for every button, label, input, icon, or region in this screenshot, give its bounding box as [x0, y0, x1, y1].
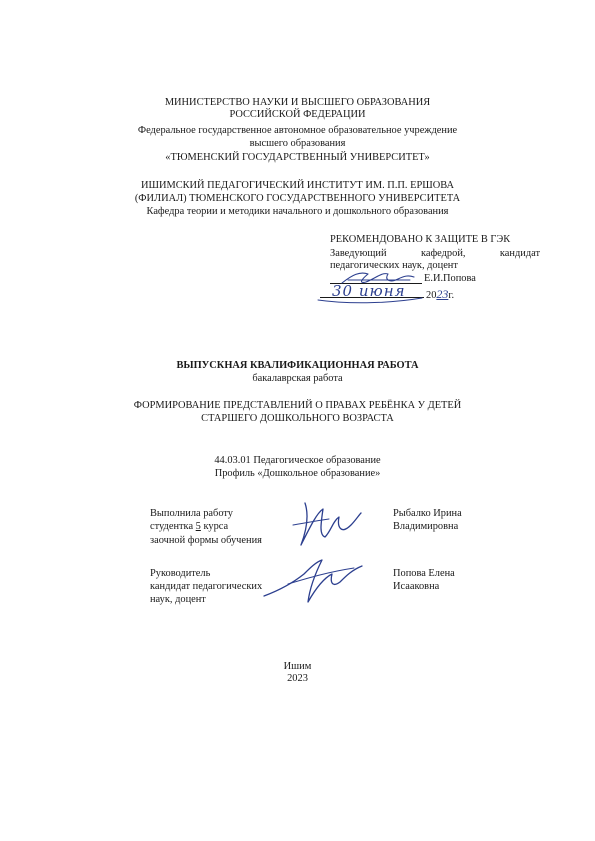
approval-role-line-1 [330, 248, 540, 260]
approval-year-suffix: г. [448, 290, 455, 301]
approval-role-word: кандидат [499, 248, 540, 259]
author-name-1: Рыбалко Ирина [393, 508, 462, 519]
ministry-line-2: РОССИЙСКОЙ ФЕДЕРАЦИИ [229, 109, 366, 120]
work-type-title: ВЫПУСКНАЯ КВАЛИФИКАЦИОННАЯ РАБОТА [176, 360, 419, 371]
approval-year [426, 288, 454, 302]
ministry-line-1: МИНИСТЕРСТВО НАУКИ И ВЫСШЕГО ОБРАЗОВАНИЯ [164, 97, 431, 108]
author-label-2 [150, 521, 228, 533]
institution-type-line-2: высшего образования [249, 138, 346, 149]
author-label-3: заочной формы обучения [150, 535, 262, 546]
author-signature [285, 495, 365, 555]
approval-head-name: Е.И.Попова [424, 273, 476, 284]
supervisor-label-2: кандидат педагогических [150, 581, 263, 592]
topic-line-2: СТАРШЕГО ДОШКОЛЬНОГО ВОЗРАСТА [201, 413, 394, 424]
approval-role-line-2: педагогических наук, доцент [330, 260, 458, 271]
branch-line-2: (ФИЛИАЛ) ТЮМЕНСКОГО ГОСУДАРСТВЕННОГО УНИВЕРСИТЕТА [134, 193, 461, 204]
topic-line-1: ФОРМИРОВАНИЕ ПРЕДСТАВЛЕНИЙ О ПРАВАХ РЕБЁНКА У ДЕТЕЙ [133, 400, 462, 411]
approval-heading: РЕКОМЕНДОВАНО К ЗАЩИТЕ В ГЭК [330, 234, 511, 245]
institution-type-line-1: Федеральное государственное автономное образовательное учреждение [137, 125, 458, 136]
author-label-1: Выполнила работу [150, 508, 233, 519]
author-name-2: Владимировна [393, 521, 459, 532]
supervisor-name-1: Попова Елена [393, 568, 455, 579]
approval-date-handwritten: 30 июня [332, 282, 406, 300]
footer-city: Ишим [283, 661, 312, 672]
supervisor-label-3: наук, доцент [150, 594, 206, 605]
department-name: Кафедра теории и методики начального и дошкольного образования [146, 206, 449, 217]
supervisor-name-2: Исааковна [393, 581, 440, 592]
supervisor-signature [258, 552, 368, 610]
approval-role-word: Заведующий [330, 248, 387, 259]
branch-line-1: ИШИМСКИЙ ПЕДАГОГИЧЕСКИЙ ИНСТИТУТ ИМ. П.П. ЕРШОВА [140, 180, 455, 191]
author-label-2-prefix: студентка [150, 521, 194, 532]
program-direction: 44.03.01 Педагогическое образование [214, 455, 381, 466]
university-name: «ТЮМЕНСКИЙ ГОСУДАРСТВЕННЫЙ УНИВЕРСИТЕТ» [165, 152, 430, 163]
approval-year-prefix: 20 [426, 290, 437, 301]
approval-year-handwritten: 23 [436, 287, 449, 301]
approval-role-word: кафедрой, [420, 248, 466, 259]
author-label-2-suffix: курса [203, 521, 229, 532]
program-profile: Профиль «Дошкольное образование» [214, 468, 381, 479]
footer-year: 2023 [287, 673, 308, 684]
supervisor-label-1: Руководитель [150, 568, 211, 579]
author-course-number: 5 [195, 521, 201, 532]
work-subtype: бакалаврская работа [252, 373, 343, 384]
